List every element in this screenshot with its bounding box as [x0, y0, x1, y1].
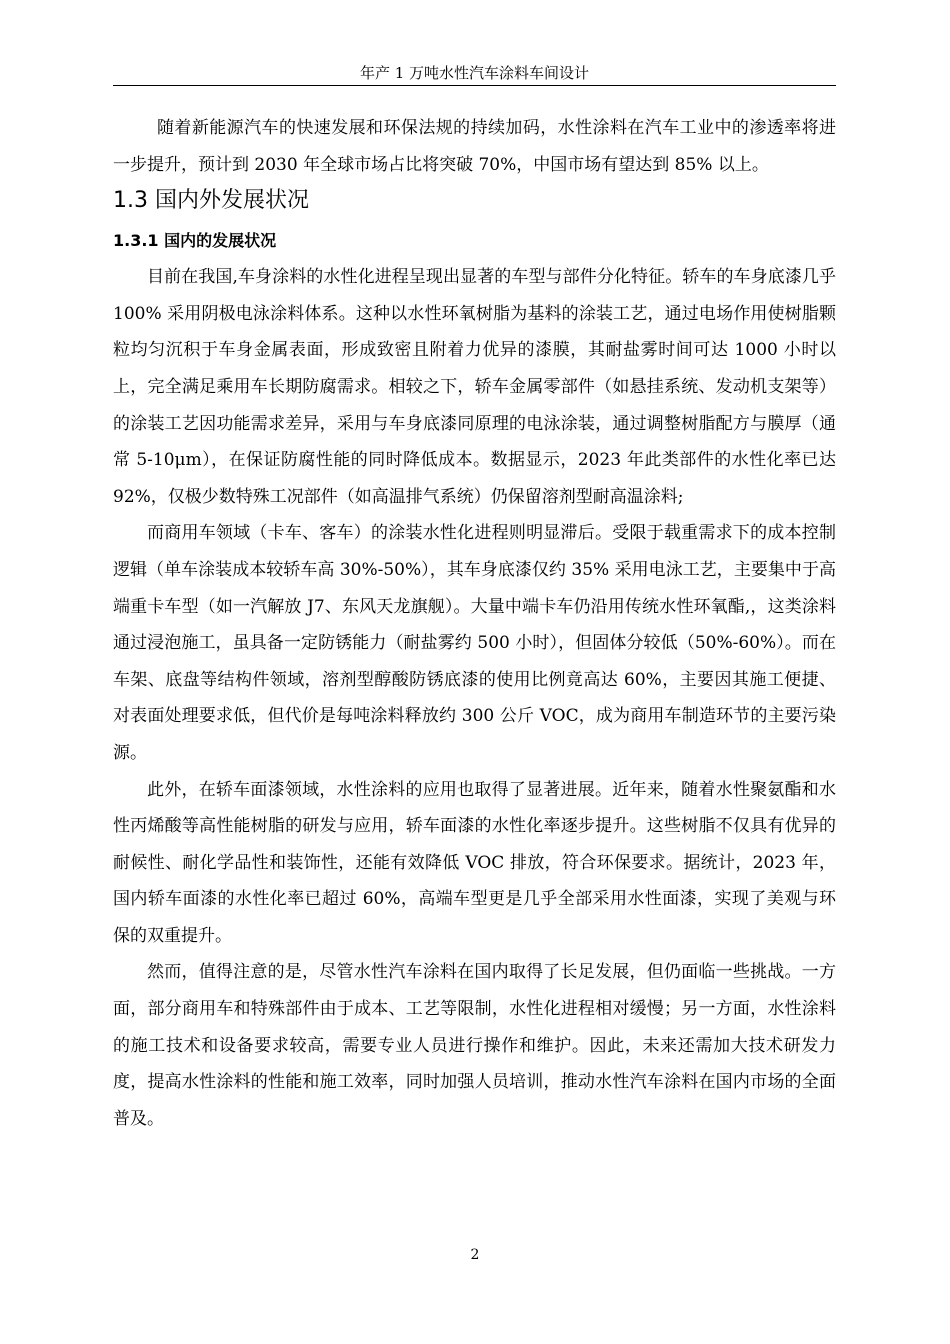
paragraph-4: 然而，值得注意的是，尽管水性汽车涂料在国内取得了长足发展，但仍面临一些挑战。一方面，部分商用车和特殊部件由于成本、工艺等限制，水性化进程相对缓慢；另一方面，水性涂料的施工技术和设备要求较高，需要专业人员进行操作和维护。因此，未来还需加大技术研发力度，提高水性涂料的性能和施工效率，同时加强人员培训，推动水性汽车涂料在国内市场的全面普及。 [113, 962, 836, 1129]
page-body [113, 110, 836, 1137]
paragraph-2: 而商用车领域（卡车、客车）的涂装水性化进程则明显滞后。受限于载重需求下的成本控制逻辑（单车涂装成本较轿车高 30%-50%），其车身底漆仅约 35% 采用电泳工艺，主要集中于高端重卡车型（如一汽解放 J7、东风天龙旗舰）。大量中端卡车仍沿用传统水性环氧酯,，这类涂料通过浸泡施工，虽具备一定防锈能力（耐盐雾约 500 小时），但固体分较低（50%-60%）。而在车架、底盘等结构件领域，溶剂型醇酸防锈底漆的使用比例竟高达 60%，主要因其施工便捷、对表面处理要求低，但代价是每吨涂料释放约 300 公斤 VOC，成为商用车制造环节的主要污染源。 [113, 523, 836, 763]
subsection-heading: 1.3.1 国内的发展状况 [113, 231, 277, 251]
section-heading: 1.3 国内外发展状况 [113, 188, 309, 214]
paragraph-1: 目前在我国,车身涂料的水性化进程呈现出显著的车型与部件分化特征。轿车的车身底漆几乎 100% 采用阴极电泳涂料体系。这种以水性环氧树脂为基料的涂装工艺，通过电场作用使树脂颗粒均匀沉积于车身金属表面，形成致密且附着力优异的漆膜，其耐盐雾时间可达 1000 小时以上，完全满足乘用车长期防腐需求。相较之下，轿车金属零部件（如悬挂系统、发动机支架等）的涂装工艺因功能需求差异，采用与车身底漆同原理的电泳涂装，通过调整树脂配方与膜厚（通常 5-10μm），在保证防腐性能的同时降低成本。数据显示，2023 年此类部件的水性化率已达 92%，仅极少数特殊工况部件（如高温排气系统）仍保留溶剂型耐高温涂料; [113, 267, 836, 507]
intro-paragraph: 随着新能源汽车的快速发展和环保法规的持续加码，水性涂料在汽车工业中的渗透率将进一步提升，预计到 2030 年全球市场占比将突破 70%，中国市场有望达到 85% 以上。 [113, 118, 836, 175]
page-number: 2 [470, 1247, 480, 1263]
running-header: 年产 1 万吨水性汽车涂料车间设计 [113, 62, 836, 86]
paragraph-3: 此外，在轿车面漆领域，水性涂料的应用也取得了显著进展。近年来，随着水性聚氨酯和水性丙烯酸等高性能树脂的研发与应用，轿车面漆的水性化率逐步提升。这些树脂不仅具有优异的耐候性、耐化学品性和装饰性，还能有效降低 VOC 排放，符合环保要求。据统计，2023 年，国内轿车面漆的水性化率已超过 60%，高端车型更是几乎全部采用水性面漆，实现了美观与环保的双重提升。 [113, 779, 836, 946]
